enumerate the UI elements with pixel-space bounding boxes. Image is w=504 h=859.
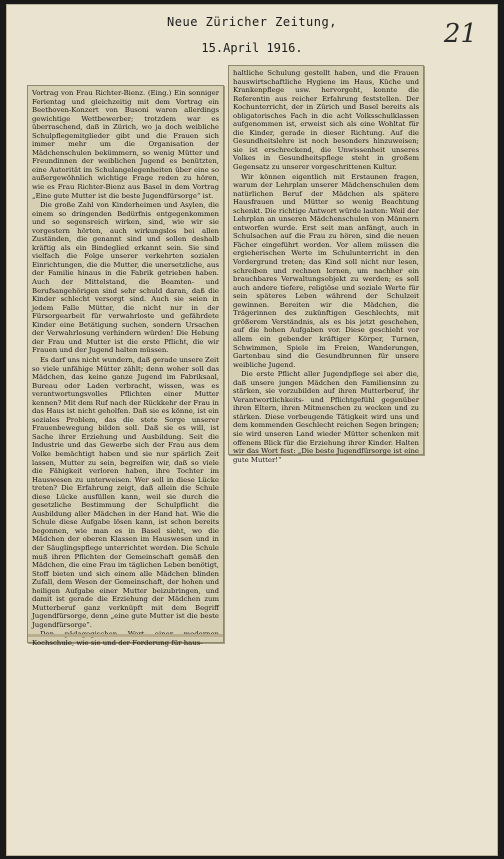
newspaper-name: Neue Züricher Zeitung, (167, 15, 337, 29)
paper-fold (28, 634, 223, 637)
archive-sheet (6, 4, 498, 856)
article-paragraph: Die erste Pflicht aller Jugendpflege sei aber die, daß unsere jungen Mädchen den Familiensinn zu stärken, sie vorzubilden auf ihren Mutterberuf, ihr Verantwortlichkeits- und Pflichtgefühl gegenüber ihren Eltern, ihren Mitmenschen zu wecken und zu stärken. Diese vorbeugende Tätigkeit wird uns und dem kommenden Geschlecht reichen Segen bringen; sie wird unseren Land wieder Mütter schenken mit offenem Blick für die Erziehung ihrer Kinder. Halten wir das Wort fest: „Die beste Jugendfürsorge ist eine gute Mutter!“ (233, 370, 419, 464)
article-paragraph: Die große Zahl von Kinderheimen und Asylen, die einem so dringenden Bedürfnis entgegenkommen und so segensreich wirken, sind, wie wir sie vorgestern hörten, auch wirkungslos bei allen Zuständen, die genannt sind und sollen deshalb kräftig als ein Bindeglied erkannt sein. Sie sind vielfach die Folge unserer verkehrten sozialen Einrichtungen, die die Mutter, die unersetzliche, aus der Familie hinaus in die Fabrik getrieben haben. Auch der Mittelstand, die Beamten- und Berufsangehörigen sind sehr schuld daran, daß die Kinder schlecht versorgt sind. Auch sie seien in jedem Falle Mütter, die nicht nur in der Fürsorgearbeit für verwahrloste und gefährdete Kinder eine Betätigung suchen, sondern Ursachen der Verwahrlosung verhindern würden! Die Hebung der Frau und Mutter ist die erste Pflicht, die wir Frauen und der Jugend halten müssen. (32, 201, 219, 355)
article-paragraph: Wir können eigentlich mit Erstaunen fragen, warum der Lehrplan unserer Mädchenschulen dem natürlichen Beruf der Mädchen als spätere Hausfrauen und Mütter so wenig Beachtung schenkt. Die richtige Antwort würde lauten: Weil der Lehrplan an unseren Mädchenschulen von Männern entworfen wurde. Erst seit man anfängt, auch in Schulsachen auf die Frau zu hören, sind die neuen Fächer eingeführt worden. Vor allem müssen die ergieherischen Werte im Schulunterricht in den Vordergrund treten; das Kind soll nicht nur lesen, schreiben und rechnen lernen, um nachher ein brauchbares Verwaltungsobjekt zu werden; es soll auch andere tiefere, religiöse und soziale Werte für sein späteres Leben während der Schulzeit gewinnen. Bereiten wir die Mädchen, die Trägerinnen des zukünftigen Geschlechts, mit größerem Verständnis, als es bis jetzt geschehen, auf die hohen Aufgaben vor. Diese geschieht vor allem ein gebender kräftiger Körper, Turnen, Schwimmen, Spiele im Freien, Wanderungen, Gartenbau sind die Gesundbrunnen für unsere weibliche Jugend. (233, 172, 419, 369)
article-paragraph: Vortrag von Frau Richter-Bienz. (Eing.) Ein sonniger Ferientag und gleichzeitig mit dem Vortrag ein Beethoven-Konzert von Busoni waren allerdings gewichtige Wettbewerber; trotzdem war es überraschend, daß in Zürich, wo ja doch weibliche Schulpflegemitglieder gibt und die Frauen sich immer mehr um die Organisation der Mädchenschulen bekümmern, so wenig Mütter und Freundinnen der weiblichen Jugend es benützten, eine Autorität im Schulangelegenheiten über eine so außergewöhnlich wichtige Frage reden zu hören, wie es Frau Richter-Bienz aus Basel in dem Vortrag „Eine gute Mutter ist die beste Jugendfürsorge“ ist. (32, 89, 219, 200)
article-paragraph: Es darf uns nicht wundern, daß gerade unsere Zeit so viele unfähige Mütter zählt; denn woher soll das Mädchen, das keine ganze Jugend im Fabriksaal, Bureau oder Laden verbracht, wissen, was es verantwortungsvolles Pflichten einer Mutter kennen? Mit dem Ruf nach der Rückkehr der Frau in das Haus ist nicht geholfen. Daß sie es könne, ist ein soziales Problem, das die stete Sorge unserer Frauenbewegung bilden soll. Daß sie es will, ist Sache ihrer Erziehung und Ausbildung. Seit die Industrie und das Gewerbe sich der Frau aus dem Volke bemächtigt haben und sie nur spärlich Zeit lassen, Mutter zu sein, begreifen wir, daß so viele die Fähigkeit verloren haben, ihre Tochter im Hauswesen zu unterweisen. Wer soll in diese Lücke treten? Die Erfahrung zeigt, daß allein die Schule diese Lücke ausfüllen kann, weil sie durch die gesetzliche Bestimmung der Schulpflicht die Ausbildung aller Mädchen in der Hand hat. Wie die Schule diese Aufgabe lösen kann, ist schon bereits begonnen, wie man es in Basel sieht, wo die Mädchen der oberen Klassen im Hauswesen und in der Säuglingspflege unterrichtet werden. Die Schule muß ihren Pflichten der Gemeinschaft gemäß den Mädchen, die eine Frau im täglichen Leben benötigt, Stoff bieten und sich einem alle Mädchen blinden Zufall, dem Wesen der Gemeinschaft, der hohen und heiligen Aufgabe einer Mutter beizubringen, und damit ist gerade die Erziehung der Mädchen zum Mutterberuf ganz verknüpft mit dem Begriff Jugendfürsorge, denn „eine gute Mutter ist die beste Jugendfürsorge“. (32, 355, 219, 629)
clipping-header (7, 15, 497, 55)
article-column-right (228, 65, 424, 464)
archive-number: 21 (443, 19, 477, 49)
publication-date: 15.April 1916. (201, 41, 303, 55)
article-column-left (27, 85, 224, 647)
article-paragraph: haltliche Schulung gestellt haben, und die Frauen hauswirtschaftliche Hygiene im Haus, Küche und Krankenpflege usw. hervorgeht, konnte die Referentin aus reicher Erfahrung feststellen. Der Kochunterricht, der in Zürich und Basel bereits als obligatorisches Fach in die acht Volksschulklassen aufgenommen ist, erweist sich als eine Wohltat für die Kinder, gerade in dieser Richtung. Auf die Gesundheitslehre ist noch besonders hinzuweisen; sie ist erschreckend, die Unwissenheit unseres Volkes in Gesundheitspflege steht in großem Gegensatz zu unserer vorgeschrittenen Kultur. (233, 69, 419, 172)
article-paragraph: Kochschule, wie sie und der Forderung für haus- (32, 639, 203, 647)
